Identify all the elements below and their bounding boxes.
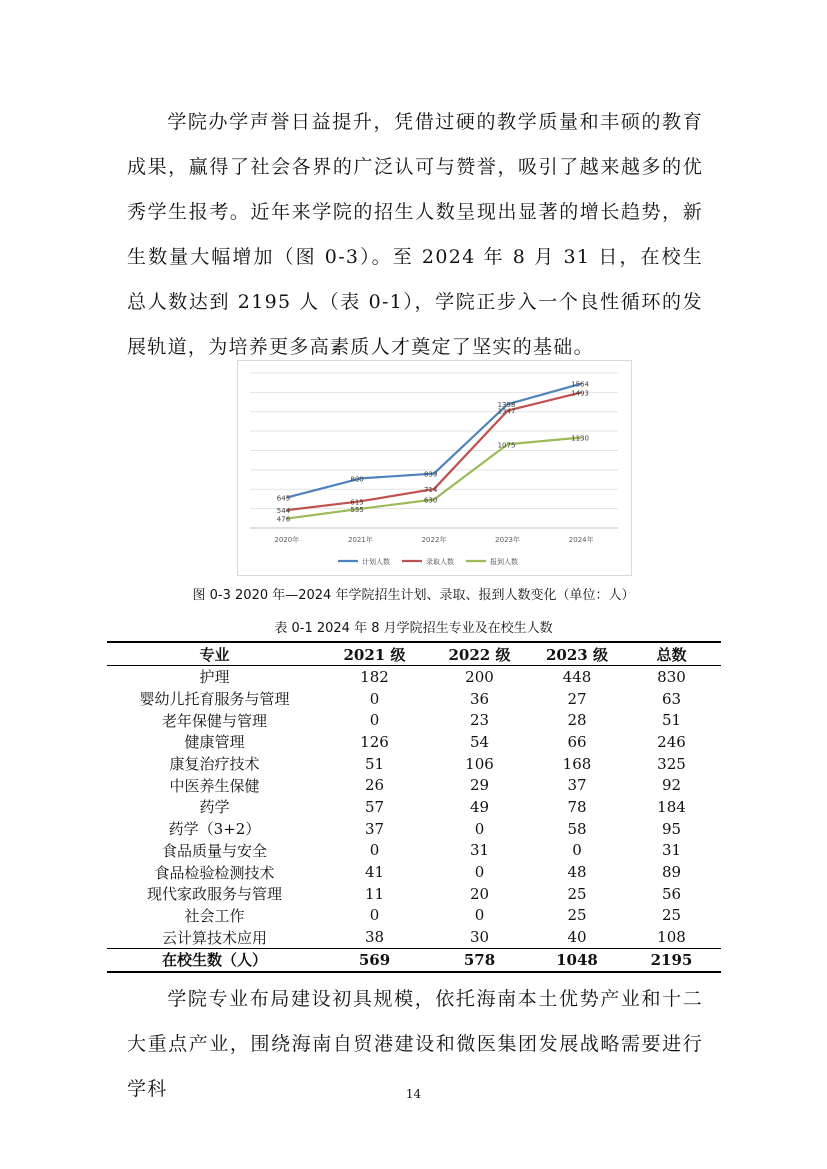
table-row xyxy=(107,796,721,818)
data-label: 1493 xyxy=(571,389,590,398)
data-label: 1564 xyxy=(571,380,590,389)
cell-2023: 25 xyxy=(567,906,587,925)
table-total-row xyxy=(107,948,721,971)
page-number: 14 xyxy=(405,1087,422,1101)
cell-2021: 11 xyxy=(364,884,385,903)
table-row xyxy=(107,688,721,710)
data-label: 544 xyxy=(276,507,291,516)
enrollment-chart xyxy=(237,360,632,576)
cell-total: 95 xyxy=(661,819,682,838)
data-label: 800 xyxy=(350,475,364,484)
table-row xyxy=(107,818,721,840)
cell-total: 830 xyxy=(657,667,686,686)
enrollment-table xyxy=(107,641,721,973)
cell-major: 药学 xyxy=(199,798,230,817)
cell-2021: 51 xyxy=(364,754,385,773)
cell-total-2022: 578 xyxy=(427,948,532,971)
cell-total: 108 xyxy=(657,928,686,947)
data-label: 1130 xyxy=(571,434,590,443)
cell-2022: 106 xyxy=(465,754,494,773)
cell-2023: 40 xyxy=(567,928,587,947)
cell-2022: 36 xyxy=(469,689,490,708)
cell-2023: 37 xyxy=(567,776,587,795)
data-label: 839 xyxy=(424,470,438,479)
x-tick-label: 2021年 xyxy=(347,536,373,544)
cell-total: 325 xyxy=(657,754,686,773)
data-label: 645 xyxy=(276,494,291,503)
table-header-row xyxy=(107,642,721,666)
cell-total: 184 xyxy=(657,797,686,816)
table-row xyxy=(107,774,721,796)
data-label: 714 xyxy=(424,486,438,495)
x-tick-label: 2023年 xyxy=(495,536,521,544)
cell-major: 食品检验检测技术 xyxy=(154,863,275,882)
cell-major: 健康管理 xyxy=(184,733,245,752)
data-label: 615 xyxy=(350,498,364,507)
cell-2022: 30 xyxy=(469,928,490,947)
cell-2021: 0 xyxy=(369,711,380,730)
cell-2022: 0 xyxy=(474,906,485,925)
x-tick-label: 2024年 xyxy=(568,536,594,544)
table-row xyxy=(107,840,721,862)
cell-2022: 20 xyxy=(469,884,490,903)
x-tick-label: 2020年 xyxy=(274,536,300,544)
cell-total: 89 xyxy=(661,863,682,882)
cell-2023: 27 xyxy=(567,689,587,708)
legend-label: 报到人数 xyxy=(490,558,518,566)
header-2022: 2022 级 xyxy=(427,642,532,666)
table-row xyxy=(107,731,721,753)
cell-total: 63 xyxy=(661,689,682,708)
cell-2021: 0 xyxy=(369,841,380,860)
cell-major: 社会工作 xyxy=(184,906,245,925)
table-caption: 表 0-1 2024 年 8 月学院招生专业及在校生人数 xyxy=(274,621,553,636)
header-2021: 2021 级 xyxy=(322,642,427,666)
cell-major: 护理 xyxy=(199,668,230,687)
header-2023: 2023 级 xyxy=(532,642,622,666)
cell-2021: 57 xyxy=(364,797,385,816)
table-row xyxy=(107,666,721,688)
cell-major: 婴幼儿托育服务与管理 xyxy=(139,690,290,709)
cell-2021: 182 xyxy=(360,667,389,686)
cell-total: 246 xyxy=(657,732,686,751)
cell-2023: 78 xyxy=(567,797,587,816)
cell-total: 92 xyxy=(661,776,682,795)
cell-2021: 0 xyxy=(369,906,380,925)
cell-total: 56 xyxy=(661,884,682,903)
cell-major: 康复治疗技术 xyxy=(169,755,260,774)
cell-total-label: 在校生数（人） xyxy=(107,948,322,971)
cell-total: 25 xyxy=(661,906,682,925)
header-major: 专业 xyxy=(107,642,322,666)
cell-2022: 49 xyxy=(469,797,490,816)
paragraph-1-text: 学院办学声誉日益提升，凭借过硬的教学质量和丰硕的教育成果，赢得了社会各界的广泛认可与赞誉，吸引了越来越多的优秀学生报考。近年来学院的招生人数呈现出显著的增长趋势，新生数量大幅增加（图 0-3）。至 2024 年 8 月 31 日，在校生总人数达到 2195 人（表 0-1），学院正步入一个良性循环的发展轨道，为培养更多高素质人才奠定了坚实的基础。 xyxy=(127,111,703,358)
cell-2021: 26 xyxy=(364,776,385,795)
paragraph-1 xyxy=(127,100,703,370)
cell-total: 31 xyxy=(661,841,682,860)
cell-2023: 168 xyxy=(562,754,592,773)
cell-total: 51 xyxy=(661,711,682,730)
cell-2023: 48 xyxy=(567,863,587,882)
cell-major: 中医养生保健 xyxy=(169,776,260,795)
cell-2022: 200 xyxy=(465,667,494,686)
cell-2022: 29 xyxy=(469,776,490,795)
cell-2023: 25 xyxy=(567,884,587,903)
paragraph-2-text: 学院专业布局建设初具规模，依托海南本土优势产业和十二大重点产业，围绕海南自贸港建设和微医集团发展战略需要进行学科 xyxy=(127,988,703,1100)
data-label: 555 xyxy=(350,505,364,514)
cell-2022: 54 xyxy=(469,732,490,751)
cell-total-sum: 2195 xyxy=(622,948,721,971)
cell-2022: 0 xyxy=(474,819,485,838)
data-label: 1075 xyxy=(497,441,516,450)
cell-2022: 31 xyxy=(469,841,490,860)
data-label: 476 xyxy=(276,515,291,524)
data-label: 1347 xyxy=(497,407,516,416)
data-label: 630 xyxy=(424,496,438,505)
cell-2023: 58 xyxy=(567,819,587,838)
header-total: 总数 xyxy=(622,642,721,666)
cell-total-2021: 569 xyxy=(322,948,427,971)
table-row xyxy=(107,883,721,905)
table-row xyxy=(107,753,721,775)
cell-2023: 28 xyxy=(567,711,587,730)
table-row xyxy=(107,709,721,731)
cell-major: 云计算技术应用 xyxy=(161,928,267,947)
cell-2021: 41 xyxy=(364,863,385,882)
figure-caption: 图 0-3 2020 年—2024 年学院招生计划、录取、报到人数变化（单位：人） xyxy=(192,588,635,603)
cell-2022: 0 xyxy=(474,863,485,882)
cell-2021: 37 xyxy=(364,819,385,838)
cell-total-2023: 1048 xyxy=(532,948,622,971)
cell-2023: 448 xyxy=(562,667,592,686)
cell-major: 现代家政服务与管理 xyxy=(146,885,282,904)
cell-2023: 66 xyxy=(567,732,587,751)
cell-2021: 38 xyxy=(364,928,385,947)
cell-2023: 0 xyxy=(572,841,582,860)
legend-label: 计划人数 xyxy=(362,558,390,566)
cell-major: 药学（3+2） xyxy=(168,820,261,839)
cell-2022: 23 xyxy=(469,711,490,730)
table-row xyxy=(107,905,721,927)
legend-label: 录取人数 xyxy=(426,558,454,566)
cell-2021: 126 xyxy=(360,732,389,751)
cell-major: 老年保健与管理 xyxy=(161,711,267,730)
table-row xyxy=(107,926,721,948)
x-tick-label: 2022年 xyxy=(421,536,447,544)
table-row xyxy=(107,861,721,883)
cell-major: 食品质量与安全 xyxy=(161,841,267,860)
chart-svg xyxy=(238,361,631,575)
cell-2021: 0 xyxy=(369,689,380,708)
data-label: 1398 xyxy=(497,401,516,410)
